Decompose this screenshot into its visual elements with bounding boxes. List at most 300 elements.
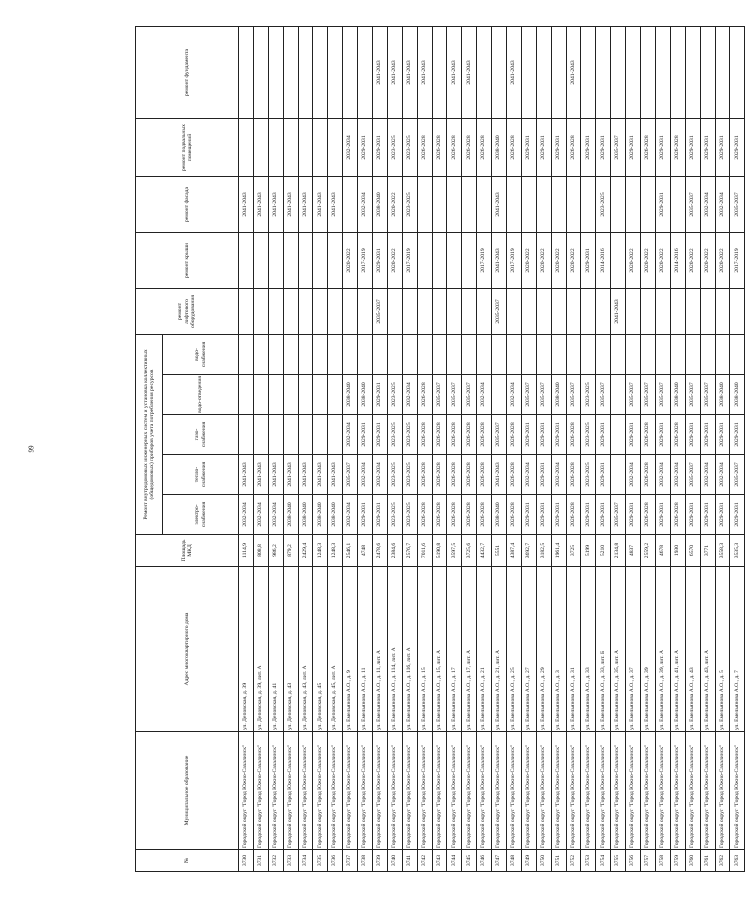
row-number: 3735: [313, 850, 328, 872]
elevator-cell: [447, 289, 462, 335]
basement-cell: 2023-2025: [387, 119, 402, 177]
elevator-cell: [268, 289, 283, 335]
table-row: [685, 27, 700, 872]
facade-cell: 2032-2034: [700, 177, 715, 233]
drainage-cell: 2023-2025: [581, 375, 596, 415]
gas-cell: [283, 415, 298, 455]
area-cell: 986,2: [268, 535, 283, 567]
header-address: Адрес многоквартирного дома: [136, 567, 239, 732]
basement-cell: 2026-2028: [417, 119, 432, 177]
row-number: 3752: [566, 850, 581, 872]
drainage-cell: 2032-2034: [507, 375, 522, 415]
heat-cell: 2035-2037: [730, 455, 745, 495]
water-cell: [298, 335, 313, 375]
gas-cell: 2029-2031: [373, 415, 388, 455]
elevator-cell: [239, 289, 254, 335]
address-cell: ул. Емельянова А.О., д. 31: [566, 567, 581, 732]
gas-cell: [611, 415, 626, 455]
municipality-cell: Городской округ "Город Южно-Сахалинск": [730, 732, 745, 850]
address-cell: ул. Емельянова А.О., д. 37: [626, 567, 641, 732]
area-cell: 3558,3: [715, 535, 730, 567]
facade-cell: 2041-2043: [239, 177, 254, 233]
heat-cell: 2026-2028: [447, 455, 462, 495]
drainage-cell: [492, 375, 507, 415]
row-number: 3760: [685, 850, 700, 872]
water-cell: [700, 335, 715, 375]
basement-cell: 2026-2028: [507, 119, 522, 177]
repair-schedule-table: [135, 26, 745, 872]
foundation-cell: 2041-2043: [387, 27, 402, 119]
foundation-cell: [521, 27, 536, 119]
heat-cell: 2023-2025: [387, 455, 402, 495]
electric-cell: 2032-2034: [268, 495, 283, 535]
heat-cell: 2026-2028: [566, 455, 581, 495]
table-row: [715, 27, 730, 872]
area-cell: 3725: [566, 535, 581, 567]
heat-cell: 2032-2034: [700, 455, 715, 495]
drainage-cell: 2035-2037: [626, 375, 641, 415]
foundation-cell: [536, 27, 551, 119]
address-cell: ул. Емельянова А.О., д. 15: [417, 567, 432, 732]
elevator-cell: [581, 289, 596, 335]
municipality-cell: Городской округ "Город Южно-Сахалинск": [239, 732, 254, 850]
water-cell: [402, 335, 417, 375]
municipality-cell: Городской округ "Город Южно-Сахалинск": [477, 732, 492, 850]
basement-cell: 2029-2031: [626, 119, 641, 177]
heat-cell: 2032-2034: [655, 455, 670, 495]
water-cell: [551, 335, 566, 375]
address-cell: ул. Деповская, д. 45: [313, 567, 328, 732]
facade-cell: [566, 177, 581, 233]
municipality-cell: Городской округ "Город Южно-Сахалинск": [700, 732, 715, 850]
basement-cell: 2038-2040: [492, 119, 507, 177]
municipality-cell: Городской округ "Город Южно-Сахалинск": [328, 732, 343, 850]
table-row: [387, 27, 402, 872]
foundation-cell: [685, 27, 700, 119]
row-number: 3750: [536, 850, 551, 872]
area-cell: 4387,4: [507, 535, 522, 567]
header-sub-drainage: водо-отведения: [163, 375, 239, 415]
roof-cell: [328, 233, 343, 289]
elevator-cell: [551, 289, 566, 335]
elevator-cell: 2035-2037: [492, 289, 507, 335]
foundation-cell: [298, 27, 313, 119]
drainage-cell: 2038-2040: [730, 375, 745, 415]
municipality-cell: Городской округ "Город Южно-Сахалинск": [432, 732, 447, 850]
row-number: 3749: [521, 850, 536, 872]
water-cell: [626, 335, 641, 375]
facade-cell: [536, 177, 551, 233]
facade-cell: 2041-2043: [492, 177, 507, 233]
address-cell: ул. Деповская, д. 39: [239, 567, 254, 732]
drainage-cell: 2032-2034: [402, 375, 417, 415]
area-cell: 2576,7: [402, 535, 417, 567]
table-row: [521, 27, 536, 872]
foundation-cell: 2041-2043: [447, 27, 462, 119]
roof-cell: 2017-2019: [730, 233, 745, 289]
water-cell: [611, 335, 626, 375]
roof-cell: 2014-2016: [596, 233, 611, 289]
elevator-cell: [596, 289, 611, 335]
water-cell: [521, 335, 536, 375]
facade-cell: [343, 177, 358, 233]
address-cell: ул. Емельянова А.О., д. 21: [477, 567, 492, 732]
row-number: 3751: [551, 850, 566, 872]
basement-cell: 2029-2031: [581, 119, 596, 177]
roof-cell: 2041-2043: [492, 233, 507, 289]
municipality-cell: Городской округ "Город Южно-Сахалинск": [447, 732, 462, 850]
basement-cell: 2035-2037: [611, 119, 626, 177]
area-cell: 5199: [581, 535, 596, 567]
roof-cell: 2029-2031: [373, 233, 388, 289]
elevator-cell: [283, 289, 298, 335]
facade-cell: 2041-2043: [328, 177, 343, 233]
drainage-cell: [328, 375, 343, 415]
water-cell: [730, 335, 745, 375]
electric-cell: 2029-2031: [536, 495, 551, 535]
foundation-cell: [358, 27, 373, 119]
heat-cell: 2023-2025: [402, 455, 417, 495]
elevator-cell: [641, 289, 656, 335]
address-cell: ул. Емельянова А.О., д. 114, лит. А: [387, 567, 402, 732]
row-number: 3734: [298, 850, 313, 872]
address-cell: ул. Емельянова А.О., д. 33: [581, 567, 596, 732]
elevator-cell: [670, 289, 685, 335]
electric-cell: 2029-2031: [685, 495, 700, 535]
heat-cell: 2032-2034: [373, 455, 388, 495]
foundation-cell: [328, 27, 343, 119]
address-cell: ул. Емельянова А.О., д. 9: [343, 567, 358, 732]
elevator-cell: [253, 289, 268, 335]
municipality-cell: Городской округ "Город Южно-Сахалинск": [283, 732, 298, 850]
municipality-cell: Городской округ "Город Южно-Сахалинск": [536, 732, 551, 850]
heat-cell: 2032-2034: [551, 455, 566, 495]
facade-cell: [611, 177, 626, 233]
elevator-cell: [343, 289, 358, 335]
area-cell: 1961,4: [551, 535, 566, 567]
address-cell: ул. Емельянова А.О., д. 33, лит. Б: [596, 567, 611, 732]
heat-cell: 2041-2043: [239, 455, 254, 495]
municipality-cell: Городской округ "Город Южно-Сахалинск": [596, 732, 611, 850]
elevator-cell: [507, 289, 522, 335]
roof-cell: 2017-2019: [402, 233, 417, 289]
municipality-cell: Городской округ "Город Южно-Сахалинск": [507, 732, 522, 850]
heat-cell: 2026-2028: [432, 455, 447, 495]
facade-cell: [551, 177, 566, 233]
elevator-cell: 2041-2043: [611, 289, 626, 335]
address-cell: ул. Емельянова А.О., д. 15, лит. А: [432, 567, 447, 732]
area-cell: 808,8: [253, 535, 268, 567]
basement-cell: 2029-2031: [700, 119, 715, 177]
drainage-cell: 2035-2037: [596, 375, 611, 415]
area-cell: 2546,1: [343, 535, 358, 567]
gas-cell: 2029-2031: [730, 415, 745, 455]
basement-cell: [239, 119, 254, 177]
basement-cell: 2029-2031: [596, 119, 611, 177]
electric-cell: 2026-2028: [477, 495, 492, 535]
table-row: [477, 27, 492, 872]
drainage-cell: 2029-2031: [373, 375, 388, 415]
municipality-cell: Городской округ "Город Южно-Сахалинск": [581, 732, 596, 850]
page-number: 99: [27, 445, 36, 453]
heat-cell: 2032-2034: [521, 455, 536, 495]
drainage-cell: 2035-2037: [432, 375, 447, 415]
area-cell: 2384,6: [387, 535, 402, 567]
electric-cell: 2029-2031: [596, 495, 611, 535]
water-cell: [447, 335, 462, 375]
roof-cell: 2020-2022: [715, 233, 730, 289]
municipality-cell: Городской округ "Город Южно-Сахалинск": [626, 732, 641, 850]
municipality-cell: Городской округ "Город Южно-Сахалинск": [402, 732, 417, 850]
roof-cell: [447, 233, 462, 289]
area-cell: 5551: [492, 535, 507, 567]
basement-cell: 2029-2031: [655, 119, 670, 177]
row-number: 3761: [700, 850, 715, 872]
drainage-cell: [313, 375, 328, 415]
electric-cell: 2038-2040: [313, 495, 328, 535]
municipality-cell: Городской округ "Город Южно-Сахалинск": [417, 732, 432, 850]
gas-cell: [328, 415, 343, 455]
elevator-cell: [298, 289, 313, 335]
facade-cell: 2023-2025: [402, 177, 417, 233]
roof-cell: [313, 233, 328, 289]
header-systems-group: Ремонт внутридомовых инженерных систем и установка коллективных (общедомовых) приборов учета потребления ресурсов: [136, 335, 163, 535]
gas-cell: [268, 415, 283, 455]
roof-cell: 2020-2022: [536, 233, 551, 289]
electric-cell: 2029-2031: [521, 495, 536, 535]
table-row: [447, 27, 462, 872]
address-cell: ул. Емельянова А.О., д. 21, лит. А: [492, 567, 507, 732]
drainage-cell: 2032-2034: [477, 375, 492, 415]
facade-cell: [417, 177, 432, 233]
address-cell: ул. Емельянова А.О., д. 17: [447, 567, 462, 732]
gas-cell: 2029-2031: [626, 415, 641, 455]
water-cell: [432, 335, 447, 375]
elevator-cell: [730, 289, 745, 335]
elevator-cell: [358, 289, 373, 335]
foundation-cell: [700, 27, 715, 119]
elevator-cell: 2035-2037: [373, 289, 388, 335]
table-row: [566, 27, 581, 872]
header-sub-water: водо-снабжения: [163, 335, 239, 375]
elevator-cell: [700, 289, 715, 335]
area-cell: 2478,6: [373, 535, 388, 567]
drainage-cell: 2035-2037: [655, 375, 670, 415]
facade-cell: [447, 177, 462, 233]
facade-cell: 2041-2043: [283, 177, 298, 233]
municipality-cell: Городской округ "Город Южно-Сахалинск": [611, 732, 626, 850]
roof-cell: [239, 233, 254, 289]
table-row: [373, 27, 388, 872]
header-foundation: ремонт фундамента: [136, 27, 239, 119]
basement-cell: 2029-2031: [551, 119, 566, 177]
electric-cell: 2035-2037: [611, 495, 626, 535]
gas-cell: 2029-2031: [700, 415, 715, 455]
heat-cell: 2032-2034: [626, 455, 641, 495]
heat-cell: 2032-2034: [715, 455, 730, 495]
elevator-cell: [655, 289, 670, 335]
address-cell: ул. Емельянова А.О., д. 116, лит. А: [402, 567, 417, 732]
table-row: [655, 27, 670, 872]
heat-cell: 2032-2034: [670, 455, 685, 495]
foundation-cell: 2041-2043: [507, 27, 522, 119]
elevator-cell: [566, 289, 581, 335]
table-row: [253, 27, 268, 872]
drainage-cell: 2038-2040: [715, 375, 730, 415]
electric-cell: 2029-2031: [581, 495, 596, 535]
electric-cell: 2026-2028: [447, 495, 462, 535]
gas-cell: 2026-2028: [462, 415, 477, 455]
address-cell: ул. Емельянова А.О., д. 41, лит. А: [670, 567, 685, 732]
gas-cell: 2026-2028: [670, 415, 685, 455]
basement-cell: [298, 119, 313, 177]
row-number: 3759: [670, 850, 685, 872]
address-cell: ул. Емельянова А.О., д. 29: [536, 567, 551, 732]
header-no: №: [136, 850, 239, 872]
elevator-cell: [313, 289, 328, 335]
address-cell: ул. Емельянова А.О., д. 39, лит. А: [655, 567, 670, 732]
drainage-cell: 2038-2040: [343, 375, 358, 415]
basement-cell: [283, 119, 298, 177]
area-cell: 3597,5: [447, 535, 462, 567]
basement-cell: [253, 119, 268, 177]
water-cell: [373, 335, 388, 375]
drainage-cell: [239, 375, 254, 415]
table-row: [358, 27, 373, 872]
header-municipality: Муниципальное образование: [136, 732, 239, 850]
municipality-cell: Городской округ "Город Южно-Сахалинск": [685, 732, 700, 850]
row-number: 3745: [462, 850, 477, 872]
basement-cell: [328, 119, 343, 177]
drainage-cell: 2035-2037: [521, 375, 536, 415]
water-cell: [462, 335, 477, 375]
municipality-cell: Городской округ "Город Южно-Сахалинск": [268, 732, 283, 850]
electric-cell: 2032-2034: [343, 495, 358, 535]
table-row: [462, 27, 477, 872]
electric-cell: 2038-2040: [492, 495, 507, 535]
area-cell: 4678: [655, 535, 670, 567]
address-cell: ул. Емельянова А.О., д. 43, лит. А: [700, 567, 715, 732]
area-cell: 5190,8: [432, 535, 447, 567]
foundation-cell: [253, 27, 268, 119]
row-number: 3731: [253, 850, 268, 872]
drainage-cell: 2026-2028: [417, 375, 432, 415]
electric-cell: 2029-2031: [551, 495, 566, 535]
row-number: 3740: [387, 850, 402, 872]
electric-cell: 2032-2034: [253, 495, 268, 535]
table-row: [298, 27, 313, 872]
elevator-cell: [402, 289, 417, 335]
elevator-cell: [521, 289, 536, 335]
header-sub-gas: газо-снабжения: [163, 415, 239, 455]
electric-cell: 2026-2028: [462, 495, 477, 535]
row-number: 3754: [596, 850, 611, 872]
row-number: 3746: [477, 850, 492, 872]
water-cell: [387, 335, 402, 375]
water-cell: [536, 335, 551, 375]
table-row: [581, 27, 596, 872]
roof-cell: [283, 233, 298, 289]
row-number: 3757: [641, 850, 656, 872]
water-cell: [715, 335, 730, 375]
roof-cell: 2020-2022: [685, 233, 700, 289]
foundation-cell: [551, 27, 566, 119]
elevator-cell: [685, 289, 700, 335]
elevator-cell: [328, 289, 343, 335]
water-cell: [566, 335, 581, 375]
elevator-cell: [626, 289, 641, 335]
table-row: [492, 27, 507, 872]
area-cell: 3725,6: [462, 535, 477, 567]
table-row: [328, 27, 343, 872]
address-cell: ул. Емельянова А.О., д. 27: [521, 567, 536, 732]
water-cell: [641, 335, 656, 375]
row-number: 3758: [655, 850, 670, 872]
drainage-cell: 2035-2037: [566, 375, 581, 415]
foundation-cell: [641, 27, 656, 119]
basement-cell: 2026-2028: [477, 119, 492, 177]
facade-cell: 2038-2040: [373, 177, 388, 233]
water-cell: [268, 335, 283, 375]
table-row: [641, 27, 656, 872]
table-row: [402, 27, 417, 872]
heat-cell: 2041-2043: [328, 455, 343, 495]
header-basement: ремонт подвальных помещений: [136, 119, 239, 177]
water-cell: [596, 335, 611, 375]
row-number: 3732: [268, 850, 283, 872]
roof-cell: 2020-2022: [655, 233, 670, 289]
municipality-cell: Городской округ "Город Южно-Сахалинск": [313, 732, 328, 850]
heat-cell: 2026-2028: [462, 455, 477, 495]
elevator-cell: [715, 289, 730, 335]
gas-cell: 2026-2028: [417, 415, 432, 455]
row-number: 3738: [358, 850, 373, 872]
electric-cell: 2023-2025: [387, 495, 402, 535]
table-row: [313, 27, 328, 872]
row-number: 3747: [492, 850, 507, 872]
facade-cell: 2041-2043: [253, 177, 268, 233]
table-row: [283, 27, 298, 872]
foundation-cell: 2041-2043: [373, 27, 388, 119]
roof-cell: 2017-2019: [507, 233, 522, 289]
water-cell: [283, 335, 298, 375]
water-cell: [328, 335, 343, 375]
water-cell: [417, 335, 432, 375]
gas-cell: 2026-2028: [507, 415, 522, 455]
basement-cell: 2029-2031: [730, 119, 745, 177]
municipality-cell: Городской округ "Город Южно-Сахалинск": [298, 732, 313, 850]
water-cell: [343, 335, 358, 375]
roof-cell: 2020-2022: [521, 233, 536, 289]
address-cell: ул. Деповская, д. 43: [283, 567, 298, 732]
row-number: 3741: [402, 850, 417, 872]
header-sub-electric: электро-снабжения: [163, 495, 239, 535]
water-cell: [253, 335, 268, 375]
drainage-cell: [283, 375, 298, 415]
foundation-cell: [715, 27, 730, 119]
heat-cell: 2041-2043: [283, 455, 298, 495]
facade-cell: 2035-2037: [685, 177, 700, 233]
electric-cell: 2026-2028: [641, 495, 656, 535]
drainage-cell: 2038-2040: [551, 375, 566, 415]
address-cell: ул. Деповская, д. 39, лит. А: [253, 567, 268, 732]
electric-cell: 2029-2031: [373, 495, 388, 535]
drainage-cell: 2035-2037: [462, 375, 477, 415]
electric-cell: 2026-2028: [566, 495, 581, 535]
roof-cell: 2020-2022: [700, 233, 715, 289]
gas-cell: 2026-2028: [477, 415, 492, 455]
facade-cell: [432, 177, 447, 233]
